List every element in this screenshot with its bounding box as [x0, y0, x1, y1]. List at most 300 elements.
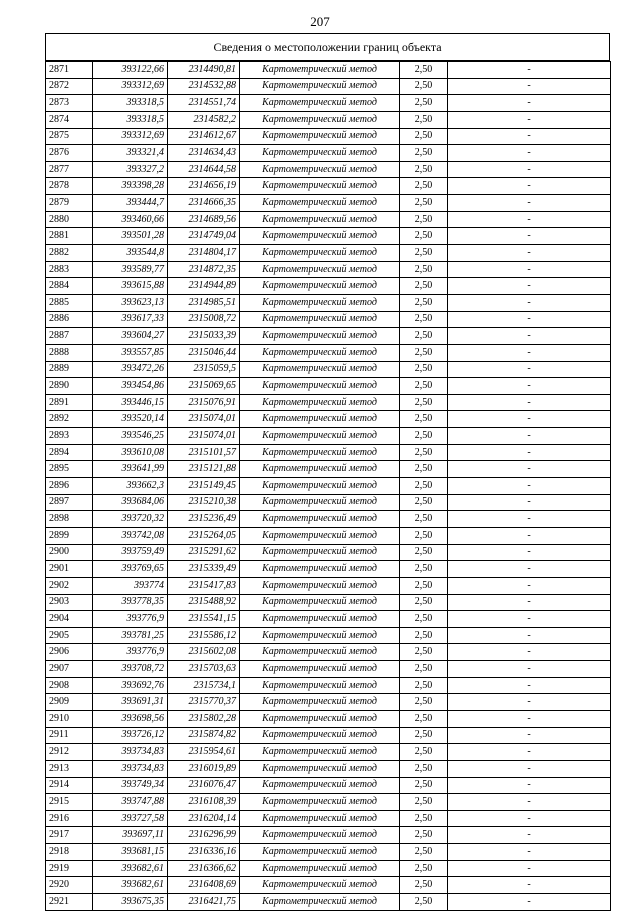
y-coordinate-cell: 2316108,39 [168, 794, 240, 811]
description-cell: - [448, 95, 611, 112]
x-coordinate-cell: 393318,5 [93, 111, 168, 128]
x-coordinate-cell: 393662,3 [93, 478, 168, 495]
point-number-cell: 2903 [46, 594, 93, 611]
method-cell: Картометрический метод [240, 694, 400, 711]
x-coordinate-cell: 393697,11 [93, 827, 168, 844]
y-coordinate-cell: 2315149,45 [168, 478, 240, 495]
table-row [46, 228, 611, 245]
description-cell: - [448, 594, 611, 611]
point-number-cell: 2881 [46, 228, 93, 245]
x-coordinate-cell: 393312,69 [93, 128, 168, 145]
method-cell: Картометрический метод [240, 727, 400, 744]
accuracy-cell: 2,50 [400, 78, 448, 95]
table-row [46, 511, 611, 528]
description-cell: - [448, 178, 611, 195]
accuracy-cell: 2,50 [400, 677, 448, 694]
y-coordinate-cell: 2314985,51 [168, 294, 240, 311]
table-row [46, 111, 611, 128]
description-cell: - [448, 161, 611, 178]
x-coordinate-cell: 393546,25 [93, 428, 168, 445]
accuracy-cell: 2,50 [400, 894, 448, 911]
y-coordinate-cell: 2315210,38 [168, 494, 240, 511]
description-cell: - [448, 261, 611, 278]
description-cell: - [448, 211, 611, 228]
coordinates-table [45, 61, 611, 911]
accuracy-cell: 2,50 [400, 128, 448, 145]
method-cell: Картометрический метод [240, 195, 400, 212]
description-cell: - [448, 827, 611, 844]
description-cell: - [448, 744, 611, 761]
description-cell: - [448, 228, 611, 245]
x-coordinate-cell: 393727,58 [93, 810, 168, 827]
y-coordinate-cell: 2314944,89 [168, 278, 240, 295]
y-coordinate-cell: 2316366,62 [168, 860, 240, 877]
accuracy-cell: 2,50 [400, 661, 448, 678]
accuracy-cell: 2,50 [400, 478, 448, 495]
y-coordinate-cell: 2315291,62 [168, 544, 240, 561]
point-number-cell: 2895 [46, 461, 93, 478]
description-cell: - [448, 611, 611, 628]
accuracy-cell: 2,50 [400, 245, 448, 262]
description-cell: - [448, 777, 611, 794]
table-row [46, 278, 611, 295]
description-cell: - [448, 461, 611, 478]
y-coordinate-cell: 2315074,01 [168, 428, 240, 445]
description-cell: - [448, 278, 611, 295]
method-cell: Картометрический метод [240, 228, 400, 245]
accuracy-cell: 2,50 [400, 428, 448, 445]
y-coordinate-cell: 2315046,44 [168, 344, 240, 361]
accuracy-cell: 2,50 [400, 594, 448, 611]
y-coordinate-cell: 2315541,15 [168, 611, 240, 628]
description-cell: - [448, 128, 611, 145]
x-coordinate-cell: 393544,8 [93, 245, 168, 262]
table-row [46, 727, 611, 744]
method-cell: Картометрический метод [240, 428, 400, 445]
point-number-cell: 2885 [46, 294, 93, 311]
x-coordinate-cell: 393610,08 [93, 444, 168, 461]
y-coordinate-cell: 2315101,57 [168, 444, 240, 461]
point-number-cell: 2879 [46, 195, 93, 212]
y-coordinate-cell: 2316408,69 [168, 877, 240, 894]
description-cell: - [448, 644, 611, 661]
x-coordinate-cell: 393781,25 [93, 627, 168, 644]
table-row [46, 145, 611, 162]
accuracy-cell: 2,50 [400, 777, 448, 794]
method-cell: Картометрический метод [240, 611, 400, 628]
accuracy-cell: 2,50 [400, 394, 448, 411]
table-row [46, 261, 611, 278]
point-number-cell: 2921 [46, 894, 93, 911]
x-coordinate-cell: 393312,69 [93, 78, 168, 95]
method-cell: Картометрический метод [240, 677, 400, 694]
accuracy-cell: 2,50 [400, 111, 448, 128]
y-coordinate-cell: 2315076,91 [168, 394, 240, 411]
method-cell: Картометрический метод [240, 644, 400, 661]
accuracy-cell: 2,50 [400, 860, 448, 877]
y-coordinate-cell: 2315074,01 [168, 411, 240, 428]
table-row [46, 361, 611, 378]
point-number-cell: 2873 [46, 95, 93, 112]
description-cell: - [448, 494, 611, 511]
description-cell: - [448, 544, 611, 561]
method-cell: Картометрический метод [240, 328, 400, 345]
description-cell: - [448, 344, 611, 361]
point-number-cell: 2912 [46, 744, 93, 761]
y-coordinate-cell: 2316336,16 [168, 844, 240, 861]
y-coordinate-cell: 2315586,12 [168, 627, 240, 644]
description-cell: - [448, 62, 611, 79]
accuracy-cell: 2,50 [400, 461, 448, 478]
point-number-cell: 2919 [46, 860, 93, 877]
table-row [46, 661, 611, 678]
accuracy-cell: 2,50 [400, 527, 448, 544]
x-coordinate-cell: 393641,99 [93, 461, 168, 478]
accuracy-cell: 2,50 [400, 145, 448, 162]
description-cell: - [448, 577, 611, 594]
method-cell: Картометрический метод [240, 394, 400, 411]
point-number-cell: 2909 [46, 694, 93, 711]
point-number-cell: 2886 [46, 311, 93, 328]
y-coordinate-cell: 2314490,81 [168, 62, 240, 79]
table-row [46, 394, 611, 411]
point-number-cell: 2908 [46, 677, 93, 694]
accuracy-cell: 2,50 [400, 278, 448, 295]
x-coordinate-cell: 393692,76 [93, 677, 168, 694]
accuracy-cell: 2,50 [400, 877, 448, 894]
description-cell: - [448, 328, 611, 345]
table-row [46, 810, 611, 827]
point-number-cell: 2914 [46, 777, 93, 794]
y-coordinate-cell: 2314689,56 [168, 211, 240, 228]
accuracy-cell: 2,50 [400, 444, 448, 461]
description-cell: - [448, 111, 611, 128]
description-cell: - [448, 311, 611, 328]
point-number-cell: 2892 [46, 411, 93, 428]
accuracy-cell: 2,50 [400, 228, 448, 245]
accuracy-cell: 2,50 [400, 511, 448, 528]
table-row [46, 710, 611, 727]
point-number-cell: 2884 [46, 278, 93, 295]
table-row [46, 611, 611, 628]
x-coordinate-cell: 393776,9 [93, 611, 168, 628]
x-coordinate-cell: 393444,7 [93, 195, 168, 212]
table-row [46, 294, 611, 311]
x-coordinate-cell: 393446,15 [93, 394, 168, 411]
x-coordinate-cell: 393734,83 [93, 744, 168, 761]
method-cell: Картометрический метод [240, 810, 400, 827]
accuracy-cell: 2,50 [400, 211, 448, 228]
method-cell: Картометрический метод [240, 411, 400, 428]
x-coordinate-cell: 393398,28 [93, 178, 168, 195]
x-coordinate-cell: 393623,13 [93, 294, 168, 311]
x-coordinate-cell: 393122,66 [93, 62, 168, 79]
description-cell: - [448, 694, 611, 711]
accuracy-cell: 2,50 [400, 810, 448, 827]
point-number-cell: 2900 [46, 544, 93, 561]
point-number-cell: 2897 [46, 494, 93, 511]
method-cell: Картометрический метод [240, 544, 400, 561]
y-coordinate-cell: 2315734,1 [168, 677, 240, 694]
x-coordinate-cell: 393749,34 [93, 777, 168, 794]
method-cell: Картометрический метод [240, 444, 400, 461]
description-cell: - [448, 794, 611, 811]
table-row [46, 311, 611, 328]
table-row [46, 411, 611, 428]
method-cell: Картометрический метод [240, 95, 400, 112]
x-coordinate-cell: 393684,06 [93, 494, 168, 511]
x-coordinate-cell: 393604,27 [93, 328, 168, 345]
y-coordinate-cell: 2316076,47 [168, 777, 240, 794]
page-number: 207 [310, 14, 330, 29]
table-row [46, 677, 611, 694]
accuracy-cell: 2,50 [400, 261, 448, 278]
table-row [46, 494, 611, 511]
accuracy-cell: 2,50 [400, 744, 448, 761]
table-row [46, 428, 611, 445]
method-cell: Картометрический метод [240, 78, 400, 95]
method-cell: Картометрический метод [240, 294, 400, 311]
description-cell: - [448, 245, 611, 262]
x-coordinate-cell: 393472,26 [93, 361, 168, 378]
y-coordinate-cell: 2315770,37 [168, 694, 240, 711]
y-coordinate-cell: 2316204,14 [168, 810, 240, 827]
point-number-cell: 2877 [46, 161, 93, 178]
method-cell: Картометрический метод [240, 511, 400, 528]
y-coordinate-cell: 2314872,35 [168, 261, 240, 278]
accuracy-cell: 2,50 [400, 844, 448, 861]
method-cell: Картометрический метод [240, 211, 400, 228]
method-cell: Картометрический метод [240, 710, 400, 727]
method-cell: Картометрический метод [240, 245, 400, 262]
point-number-cell: 2882 [46, 245, 93, 262]
description-cell: - [448, 561, 611, 578]
table-row [46, 444, 611, 461]
x-coordinate-cell: 393708,72 [93, 661, 168, 678]
point-number-cell: 2901 [46, 561, 93, 578]
method-cell: Картометрический метод [240, 261, 400, 278]
accuracy-cell: 2,50 [400, 794, 448, 811]
point-number-cell: 2883 [46, 261, 93, 278]
y-coordinate-cell: 2315488,92 [168, 594, 240, 611]
method-cell: Картометрический метод [240, 145, 400, 162]
accuracy-cell: 2,50 [400, 627, 448, 644]
y-coordinate-cell: 2314634,43 [168, 145, 240, 162]
accuracy-cell: 2,50 [400, 311, 448, 328]
description-cell: - [448, 727, 611, 744]
description-cell: - [448, 511, 611, 528]
accuracy-cell: 2,50 [400, 760, 448, 777]
method-cell: Картометрический метод [240, 178, 400, 195]
method-cell: Картометрический метод [240, 527, 400, 544]
description-cell: - [448, 760, 611, 777]
y-coordinate-cell: 2314666,35 [168, 195, 240, 212]
point-number-cell: 2888 [46, 344, 93, 361]
x-coordinate-cell: 393318,5 [93, 95, 168, 112]
method-cell: Картометрический метод [240, 128, 400, 145]
method-cell: Картометрический метод [240, 627, 400, 644]
table-row [46, 627, 611, 644]
table-row [46, 760, 611, 777]
table-row [46, 644, 611, 661]
y-coordinate-cell: 2315236,49 [168, 511, 240, 528]
method-cell: Картометрический метод [240, 860, 400, 877]
x-coordinate-cell: 393520,14 [93, 411, 168, 428]
description-cell: - [448, 844, 611, 861]
section-title: Сведения о местоположении границ объекта [45, 33, 610, 61]
description-cell: - [448, 710, 611, 727]
table-row [46, 827, 611, 844]
accuracy-cell: 2,50 [400, 62, 448, 79]
point-number-cell: 2904 [46, 611, 93, 628]
y-coordinate-cell: 2314749,04 [168, 228, 240, 245]
point-number-cell: 2911 [46, 727, 93, 744]
point-number-cell: 2891 [46, 394, 93, 411]
description-cell: - [448, 627, 611, 644]
x-coordinate-cell: 393734,83 [93, 760, 168, 777]
point-number-cell: 2907 [46, 661, 93, 678]
description-cell: - [448, 810, 611, 827]
accuracy-cell: 2,50 [400, 644, 448, 661]
table-row [46, 344, 611, 361]
accuracy-cell: 2,50 [400, 544, 448, 561]
point-number-cell: 2902 [46, 577, 93, 594]
y-coordinate-cell: 2316421,75 [168, 894, 240, 911]
description-cell: - [448, 877, 611, 894]
method-cell: Картометрический метод [240, 111, 400, 128]
table-row [46, 860, 611, 877]
y-coordinate-cell: 2316019,89 [168, 760, 240, 777]
point-number-cell: 2875 [46, 128, 93, 145]
description-cell: - [448, 677, 611, 694]
table-row [46, 161, 611, 178]
x-coordinate-cell: 393774 [93, 577, 168, 594]
accuracy-cell: 2,50 [400, 694, 448, 711]
y-coordinate-cell: 2315033,39 [168, 328, 240, 345]
method-cell: Картометрический метод [240, 661, 400, 678]
table-row [46, 78, 611, 95]
y-coordinate-cell: 2315059,5 [168, 361, 240, 378]
point-number-cell: 2896 [46, 478, 93, 495]
y-coordinate-cell: 2314582,2 [168, 111, 240, 128]
y-coordinate-cell: 2315602,08 [168, 644, 240, 661]
description-cell: - [448, 661, 611, 678]
method-cell: Картометрический метод [240, 561, 400, 578]
point-number-cell: 2910 [46, 710, 93, 727]
point-number-cell: 2874 [46, 111, 93, 128]
description-cell: - [448, 860, 611, 877]
table-row [46, 62, 611, 79]
accuracy-cell: 2,50 [400, 411, 448, 428]
x-coordinate-cell: 393501,28 [93, 228, 168, 245]
table-row [46, 195, 611, 212]
method-cell: Картометрический метод [240, 844, 400, 861]
accuracy-cell: 2,50 [400, 611, 448, 628]
point-number-cell: 2876 [46, 145, 93, 162]
x-coordinate-cell: 393615,88 [93, 278, 168, 295]
description-cell: - [448, 478, 611, 495]
table-row [46, 328, 611, 345]
accuracy-cell: 2,50 [400, 378, 448, 395]
point-number-cell: 2913 [46, 760, 93, 777]
table-row [46, 461, 611, 478]
description-cell: - [448, 195, 611, 212]
method-cell: Картометрический метод [240, 577, 400, 594]
method-cell: Картометрический метод [240, 760, 400, 777]
description-cell: - [448, 378, 611, 395]
point-number-cell: 2878 [46, 178, 93, 195]
method-cell: Картометрический метод [240, 344, 400, 361]
y-coordinate-cell: 2314804,17 [168, 245, 240, 262]
method-cell: Картометрический метод [240, 794, 400, 811]
table-row [46, 527, 611, 544]
y-coordinate-cell: 2315008,72 [168, 311, 240, 328]
method-cell: Картометрический метод [240, 161, 400, 178]
table-row [46, 894, 611, 911]
x-coordinate-cell: 393769,65 [93, 561, 168, 578]
y-coordinate-cell: 2314656,19 [168, 178, 240, 195]
table-row [46, 544, 611, 561]
x-coordinate-cell: 393759,49 [93, 544, 168, 561]
y-coordinate-cell: 2315121,88 [168, 461, 240, 478]
description-cell: - [448, 394, 611, 411]
table-row [46, 478, 611, 495]
point-number-cell: 2915 [46, 794, 93, 811]
x-coordinate-cell: 393720,32 [93, 511, 168, 528]
x-coordinate-cell: 393617,33 [93, 311, 168, 328]
point-number-cell: 2894 [46, 444, 93, 461]
table-row [46, 128, 611, 145]
description-cell: - [448, 78, 611, 95]
x-coordinate-cell: 393682,61 [93, 877, 168, 894]
x-coordinate-cell: 393747,88 [93, 794, 168, 811]
accuracy-cell: 2,50 [400, 178, 448, 195]
table-row [46, 594, 611, 611]
point-number-cell: 2890 [46, 378, 93, 395]
point-number-cell: 2918 [46, 844, 93, 861]
x-coordinate-cell: 393321,4 [93, 145, 168, 162]
x-coordinate-cell: 393589,77 [93, 261, 168, 278]
y-coordinate-cell: 2315802,28 [168, 710, 240, 727]
point-number-cell: 2916 [46, 810, 93, 827]
point-number-cell: 2917 [46, 827, 93, 844]
method-cell: Картометрический метод [240, 594, 400, 611]
method-cell: Картометрический метод [240, 62, 400, 79]
table-row [46, 777, 611, 794]
y-coordinate-cell: 2316296,99 [168, 827, 240, 844]
accuracy-cell: 2,50 [400, 710, 448, 727]
y-coordinate-cell: 2315703,63 [168, 661, 240, 678]
accuracy-cell: 2,50 [400, 328, 448, 345]
x-coordinate-cell: 393557,85 [93, 344, 168, 361]
y-coordinate-cell: 2314532,88 [168, 78, 240, 95]
method-cell: Картометрический метод [240, 361, 400, 378]
description-cell: - [448, 411, 611, 428]
accuracy-cell: 2,50 [400, 195, 448, 212]
x-coordinate-cell: 393776,9 [93, 644, 168, 661]
accuracy-cell: 2,50 [400, 344, 448, 361]
method-cell: Картометрический метод [240, 461, 400, 478]
description-cell: - [448, 444, 611, 461]
description-cell: - [448, 428, 611, 445]
accuracy-cell: 2,50 [400, 161, 448, 178]
x-coordinate-cell: 393742,08 [93, 527, 168, 544]
x-coordinate-cell: 393698,56 [93, 710, 168, 727]
x-coordinate-cell: 393682,61 [93, 860, 168, 877]
table-row [46, 211, 611, 228]
description-cell: - [448, 145, 611, 162]
accuracy-cell: 2,50 [400, 294, 448, 311]
